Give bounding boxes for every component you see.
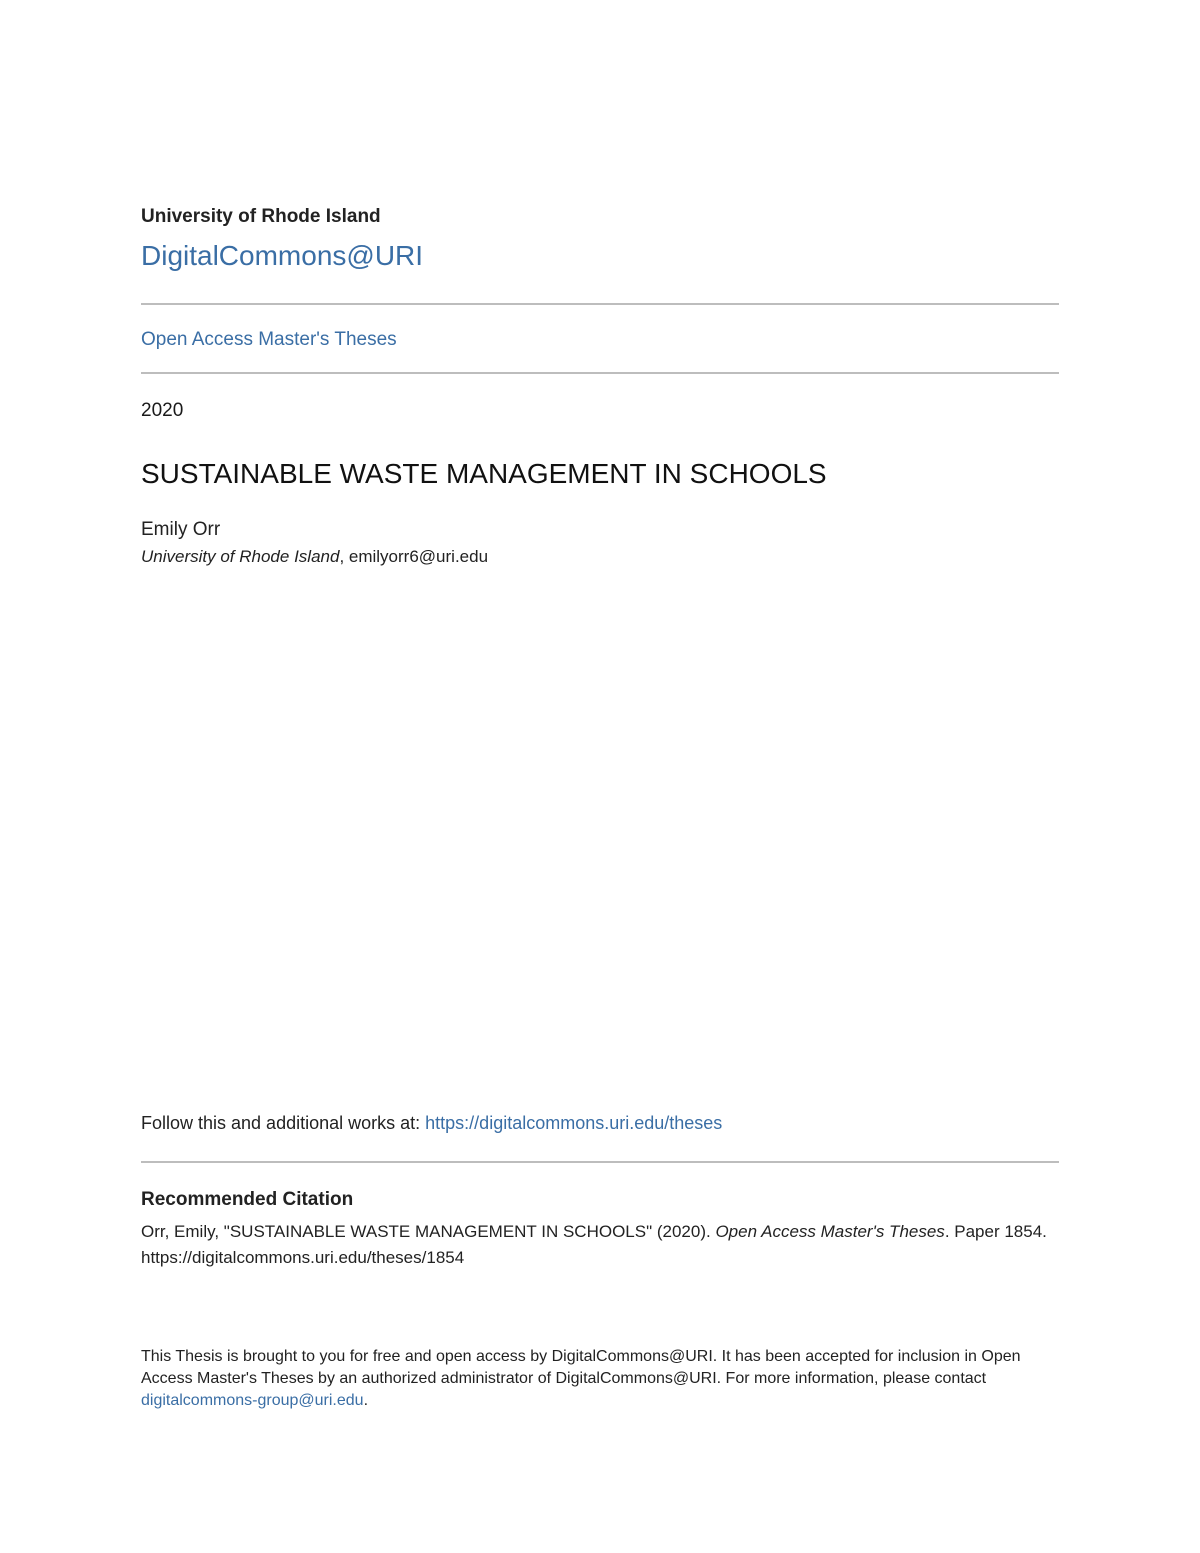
affiliation-separator: ,: [339, 547, 349, 566]
series-link[interactable]: Open Access Master's Theses: [141, 329, 397, 350]
access-text: This Thesis is brought to you for free and open access by DigitalCommons@URI. It has been accepted for inclusion in Open Access Master's Theses by an authorized administrator of DigitalCommons@URI. For more information, please contact: [141, 1348, 1021, 1387]
follow-prefix: Follow this and additional works at:: [141, 1113, 426, 1133]
citation-text: [141, 1219, 1059, 1271]
contact-email-link[interactable]: digitalcommons-group@uri.edu: [141, 1392, 364, 1409]
repository-link[interactable]: DigitalCommons@URI: [141, 240, 424, 271]
access-end: .: [363, 1392, 369, 1409]
author-institution: University of Rhode Island: [141, 547, 340, 566]
author-email: emilyorr6@uri.edu: [348, 547, 489, 566]
publication-year: 2020: [141, 400, 184, 421]
divider-citation: [141, 1161, 1059, 1163]
access-statement: [141, 1346, 1059, 1412]
institution-name: University of Rhode Island: [141, 206, 381, 227]
citation-heading: Recommended Citation: [141, 1189, 354, 1210]
divider-series: [141, 372, 1059, 374]
citation-url: https://digitalcommons.uri.edu/theses/1854: [141, 1248, 465, 1267]
citation-main: Orr, Emily, "SUSTAINABLE WASTE MANAGEMENT IN SCHOOLS" (2020).: [141, 1222, 716, 1241]
author-affiliation: [141, 547, 488, 567]
citation-series: Open Access Master's Theses: [715, 1222, 945, 1241]
thesis-title: SUSTAINABLE WASTE MANAGEMENT IN SCHOOLS: [141, 458, 827, 489]
follow-works: [141, 1113, 722, 1134]
follow-link[interactable]: https://digitalcommons.uri.edu/theses: [425, 1113, 723, 1133]
citation-paper: . Paper 1854.: [944, 1222, 1047, 1241]
author-name: Emily Orr: [141, 519, 221, 540]
divider-top: [141, 303, 1059, 305]
